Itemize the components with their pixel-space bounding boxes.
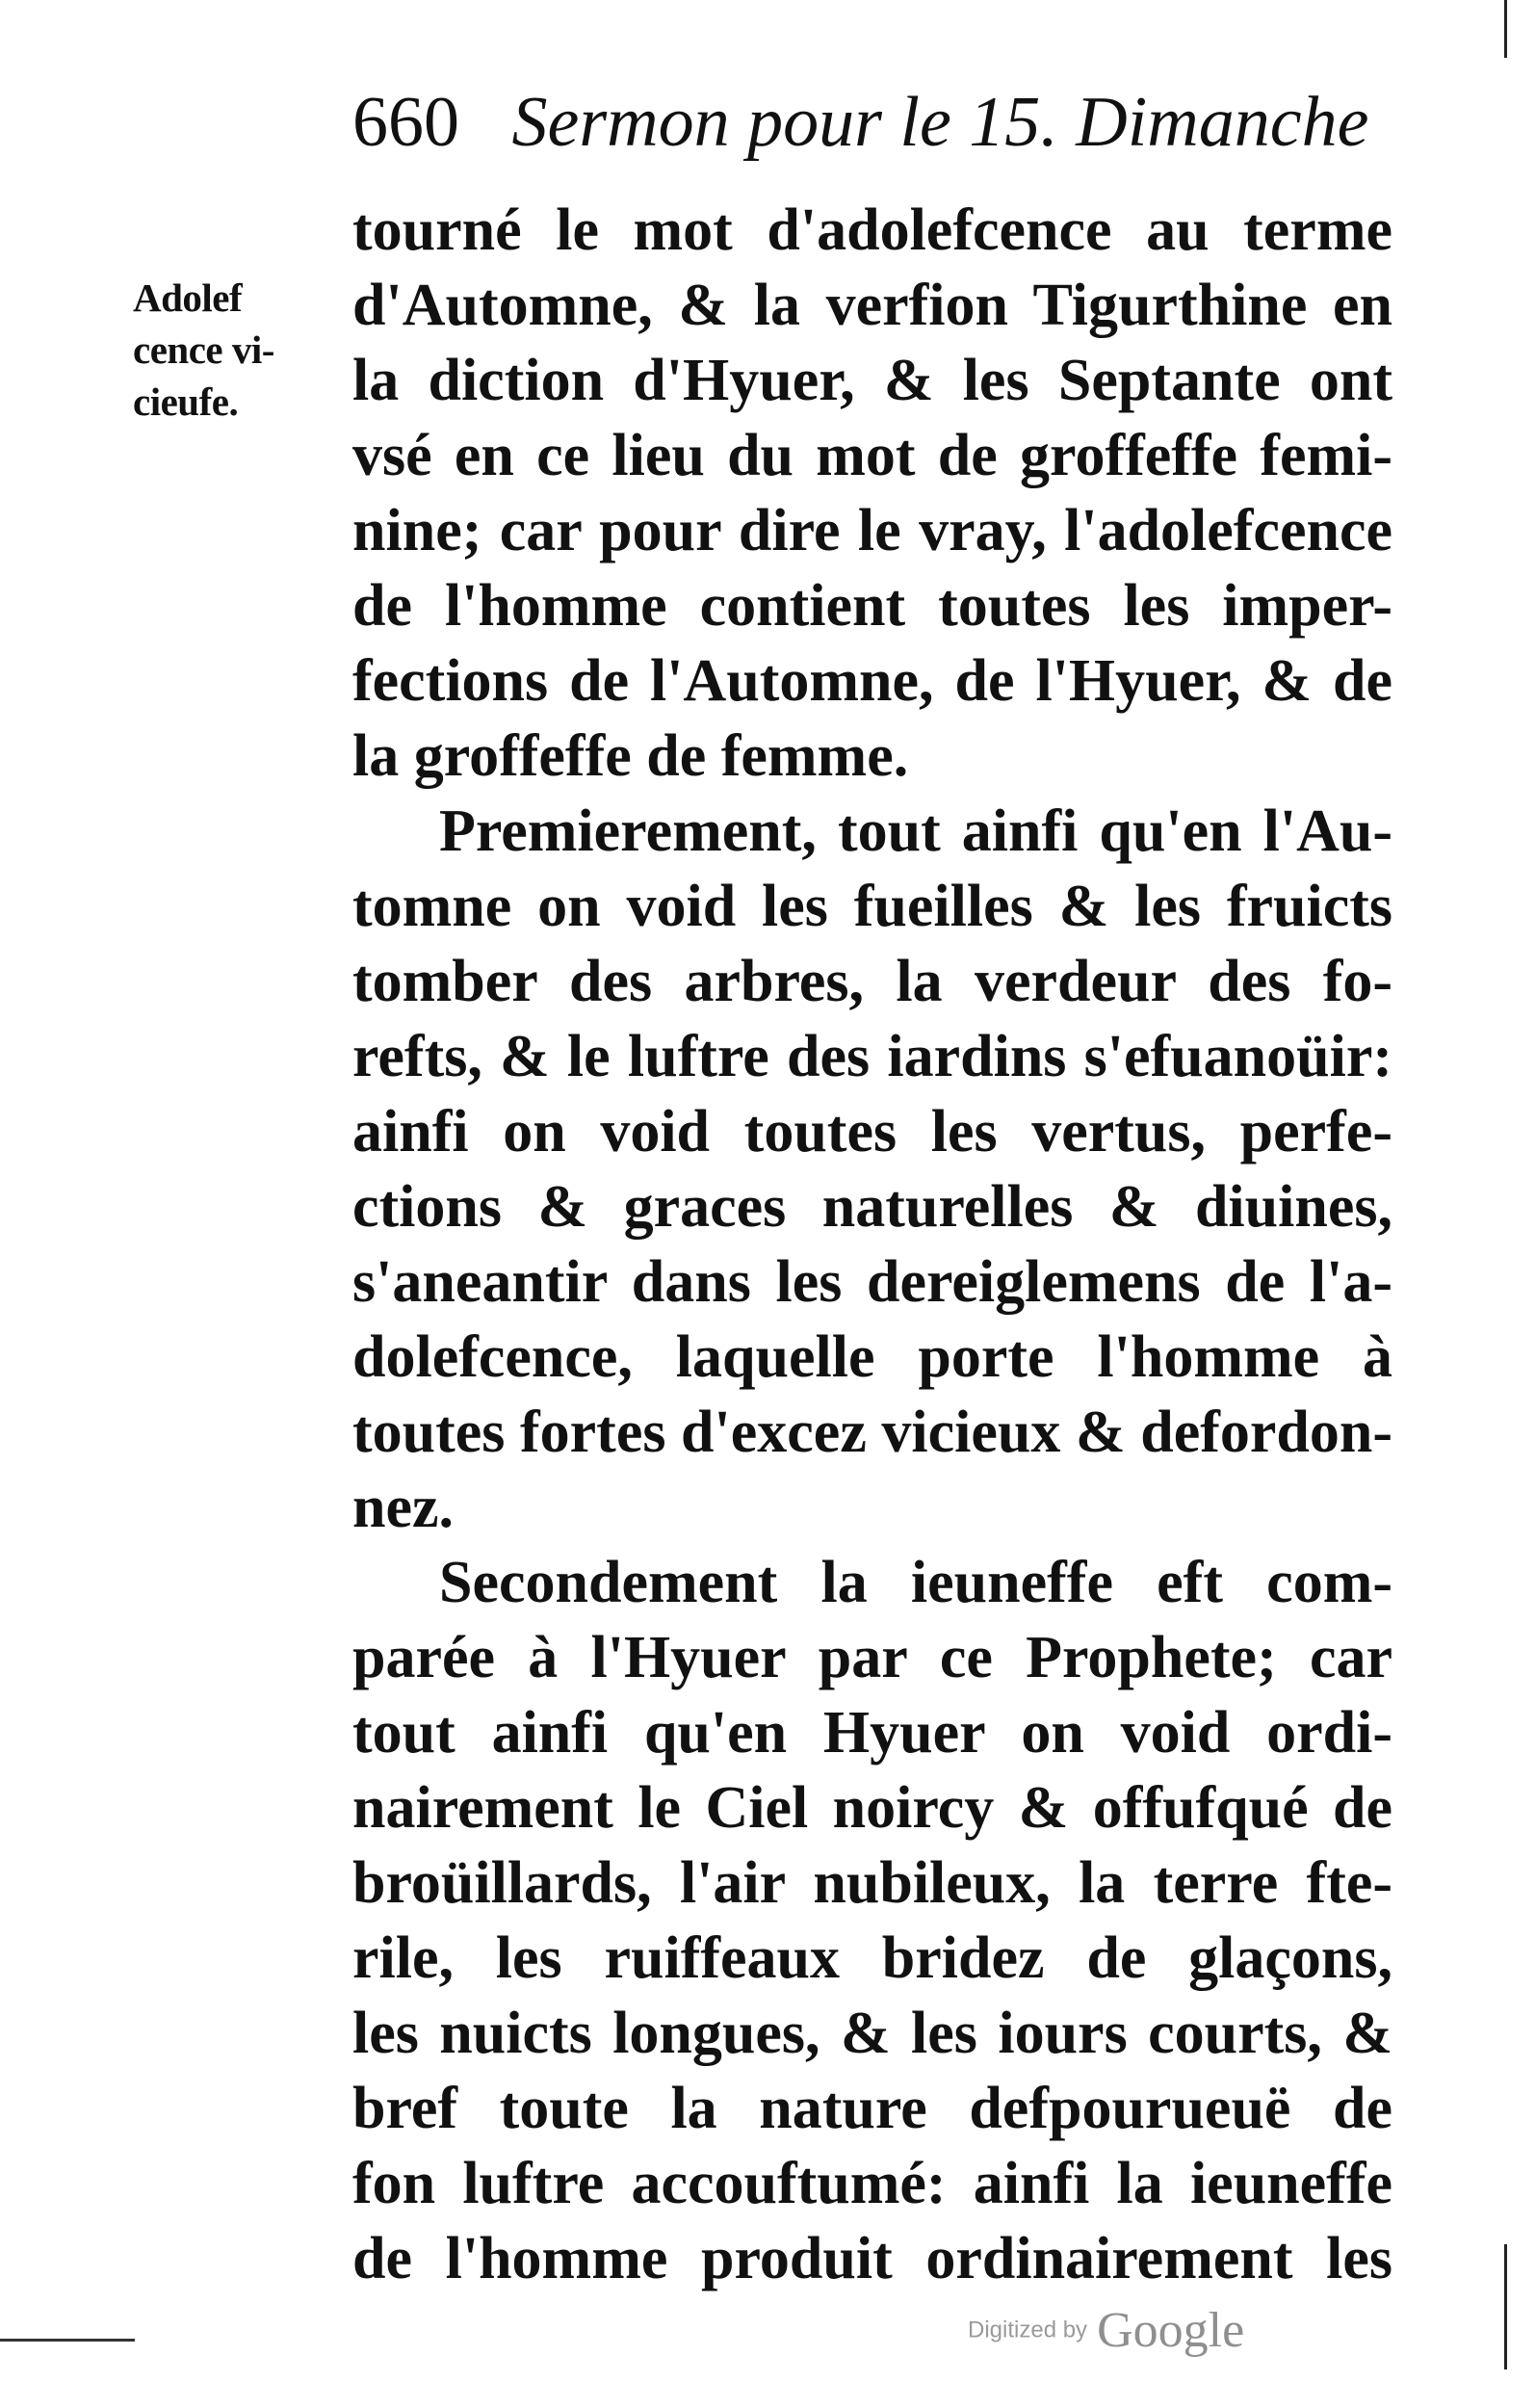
text-line: tout ainfi qu'en Hyuer on void ordi- xyxy=(352,1700,1392,1766)
text-line: tomne on void les fueilles & les fruicts xyxy=(352,874,1392,939)
text-line: Secondement la ieuneffe eft com- xyxy=(439,1550,1392,1615)
digitization-watermark xyxy=(968,2302,1244,2360)
text-line: broüillards, l'air nubileux, la terre fte- xyxy=(352,1850,1392,1916)
text-line: ainfi on void toutes les vertus, perfe- xyxy=(352,1099,1392,1165)
text-line: fections de l'Automne, de l'Hyuer, & de xyxy=(352,648,1392,714)
margin-note-line: cence vi- xyxy=(133,327,274,372)
text-line: toutes fortes d'excez vicieux & defordon- xyxy=(352,1400,1392,1465)
google-logo: Google xyxy=(1097,2303,1245,2358)
text-line: d'Automne, & la verfion Tigurthine en xyxy=(352,273,1392,338)
running-title: Sermon pour le 15. Dimanche xyxy=(511,83,1369,162)
text-line: nine; car pour dire le vray, l'adolefcence xyxy=(352,498,1392,563)
text-line: de l'homme contient toutes les imper- xyxy=(352,573,1392,639)
body-text xyxy=(352,193,1392,2296)
page-edge-rule xyxy=(1504,2244,1507,2369)
text-line: rile, les ruiffeaux bridez de glaçons, xyxy=(352,1925,1392,1991)
text-line: Premierement, tout ainfi qu'en l'Au- xyxy=(439,798,1392,864)
text-line: s'aneantir dans les dereiglemens de l'a- xyxy=(352,1249,1392,1315)
running-header xyxy=(352,79,1368,166)
text-line: parée à l'Hyuer par ce Prophete; car xyxy=(352,1625,1392,1690)
text-line: tomber des arbres, la verdeur des fo- xyxy=(352,949,1392,1014)
page-number: 660 xyxy=(352,83,459,162)
text-line: bref toute la nature defpourueuë de xyxy=(352,2076,1392,2141)
margin-note xyxy=(133,272,325,428)
text-line: tourné le mot d'adolefcence au terme xyxy=(352,197,1392,263)
margin-note-line: Adolef xyxy=(133,275,243,320)
text-line: les nuicts longues, & les iours courts, & xyxy=(352,2001,1392,2066)
page-edge-rule xyxy=(1504,0,1507,58)
text-line: fon luftre accouftumé: ainfi la ieuneffe xyxy=(352,2151,1392,2216)
digitized-by-label: Digitized by xyxy=(968,2316,1088,2343)
page-bottom-rule xyxy=(0,2339,135,2342)
text-line: la diction d'Hyuer, & les Septante ont xyxy=(352,348,1392,413)
text-line: de l'homme produit ordinairement les xyxy=(352,2226,1392,2291)
text-line: nez. xyxy=(352,1475,455,1540)
text-line: la groffeffe de femme. xyxy=(352,723,909,789)
text-line: dolefcence, laquelle porte l'homme à xyxy=(352,1324,1392,1390)
text-line: ctions & graces naturelles & diuines, xyxy=(352,1174,1392,1240)
margin-note-line: cieufe. xyxy=(133,380,239,424)
text-line: vsé en ce lieu du mot de groffeffe femi- xyxy=(352,423,1392,488)
text-line: nairement le Ciel noircy & offufqué de xyxy=(352,1775,1392,1841)
text-line: refts, & le luftre des iardins s'efuanoüir: xyxy=(352,1024,1392,1089)
